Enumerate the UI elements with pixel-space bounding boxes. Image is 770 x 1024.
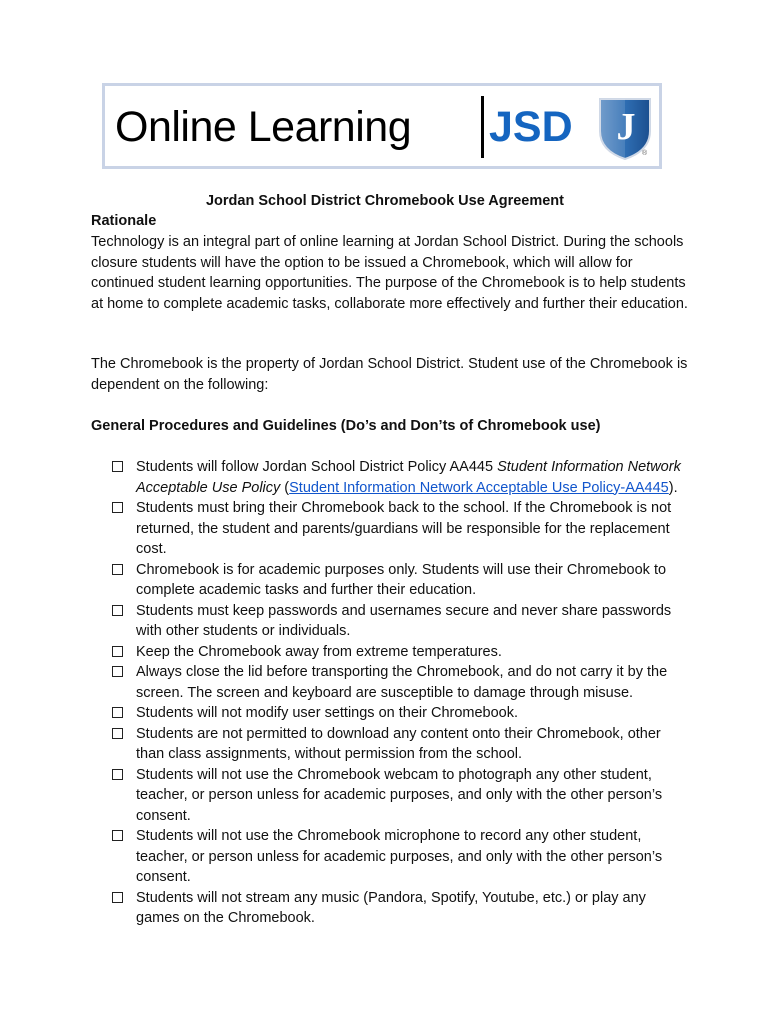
shield-letter: J: [616, 106, 636, 148]
item-text: Keep the Chromebook away from extreme temperatures.: [136, 643, 502, 660]
banner-divider: [481, 96, 484, 158]
checkbox-icon: [112, 707, 123, 718]
list-item: [112, 560, 692, 601]
list-item: [112, 498, 692, 560]
list-item: [112, 457, 692, 498]
list-item: [112, 724, 692, 765]
list-item: [112, 662, 692, 703]
guidelines-checklist: [112, 457, 692, 929]
item-text: Students will not use the Chromebook webcam to photograph any other student, teacher, or person unless for academic purposes, and only with the other person’s consent.: [136, 766, 663, 824]
guidelines-heading: General Procedures and Guidelines (Do’s and Don’ts of Chromebook use): [91, 418, 601, 434]
checkbox-icon: [112, 769, 123, 780]
list-item: [112, 765, 692, 827]
item-text: Always close the lid before transporting the Chromebook, and do not carry it by the screen. The screen and keyboard are susceptible to damage through misuse.: [136, 664, 668, 701]
list-item: [112, 888, 692, 929]
checkbox-icon: [112, 461, 123, 472]
checkbox-icon: [112, 564, 123, 575]
checkbox-icon: [112, 502, 123, 513]
item-text: Chromebook is for academic purposes only. Students will use their Chromebook to complete academic tasks and further their education.: [136, 561, 667, 598]
checkbox-icon: [112, 646, 123, 657]
banner-brand: JSD: [489, 103, 573, 151]
registered-mark-icon: ®: [642, 150, 648, 157]
item-text: Students will not use the Chromebook microphone to record any other student, teacher, or person unless for academic purposes, and only with the other person’s consent.: [136, 828, 663, 885]
checkbox-icon: [112, 728, 123, 739]
list-item: [112, 703, 692, 724]
item-text: Students are not permitted to download any content onto their Chromebook, other than class assignments, without permission from the school.: [136, 725, 661, 762]
item-paren-open: (: [280, 479, 290, 496]
item-text: Students will not modify user settings on their Chromebook.: [136, 705, 519, 721]
rationale-paragraph-2: The Chromebook is the property of Jordan School District. Student use of the Chromebook is dependent on the following:: [91, 356, 688, 393]
checkbox-icon: [112, 892, 123, 903]
list-item: [112, 601, 692, 642]
list-item: [112, 642, 692, 663]
checkbox-icon: [112, 830, 123, 841]
list-item: [112, 826, 692, 888]
document-title: Jordan School District Chromebook Use Agreement: [205, 193, 564, 209]
checkbox-icon: [112, 666, 123, 677]
item-policy-title: Student Information Network Acceptable Use Policy: [136, 459, 681, 496]
item-paren-close: ).: [668, 479, 678, 496]
item-text: Students must keep passwords and usernames secure and never share passwords with other students or individuals.: [136, 602, 672, 639]
checkbox-icon: [112, 605, 123, 616]
online-learning-banner: [102, 83, 662, 169]
policy-aa445-link[interactable]: Student Information Network Acceptable Use Policy-AA445: [289, 479, 669, 496]
item-text: Students will follow Jordan School District Policy AA445: [136, 459, 498, 475]
rationale-heading: Rationale: [91, 213, 157, 229]
banner-title: Online Learning: [115, 103, 412, 151]
item-text: Students must bring their Chromebook back to the school. If the Chromebook is not returned, the student and parents/guardians will be responsible for the replacement cost.: [136, 500, 672, 557]
item-text: Students will not stream any music (Pandora, Spotify, Youtube, etc.) or play any games on the Chromebook.: [136, 889, 646, 926]
rationale-paragraph-1: Technology is an integral part of online learning at Jordan School District. During the schools closure students will have the option to be issued a Chromebook, which will allow for continued student learning opportunities. The purpose of the Chromebook is to help students at home to complete academic tasks, collaborate more effectively and further their education.: [91, 234, 688, 312]
